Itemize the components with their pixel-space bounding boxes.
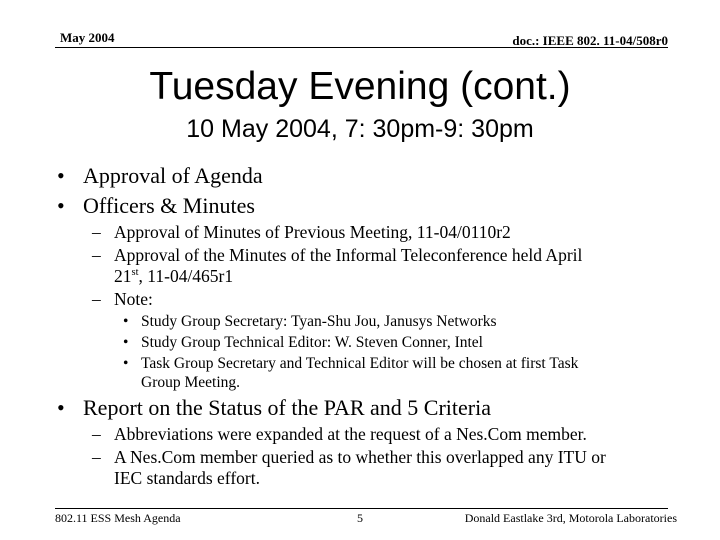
footer-rule bbox=[55, 508, 668, 509]
footer-author: Donald Eastlake 3rd, Motorola Laboratories bbox=[464, 511, 677, 525]
slide-title: Tuesday Evening (cont.) bbox=[149, 65, 571, 108]
bullet-marker: • bbox=[57, 193, 65, 218]
ordinal-suffix: st bbox=[131, 267, 139, 279]
bullet-text: Approval of Agenda bbox=[83, 163, 263, 188]
sub-sub-bullet-marker: • bbox=[123, 313, 129, 330]
sub-sub-bullet-text-continuation: Group Meeting. bbox=[141, 374, 241, 391]
ordinal-number: 21 bbox=[114, 266, 132, 286]
sub-bullet-text: Approval of Minutes of Previous Meeting, 11-04/0110r2 bbox=[114, 222, 511, 242]
bullet-marker: • bbox=[57, 395, 65, 420]
header-doc-id: doc.: IEEE 802. 11-04/508r0 bbox=[512, 33, 668, 48]
sub-bullet-text: A Nes.Com member queried as to whether this overlapped any ITU or bbox=[114, 447, 606, 467]
sub-sub-bullet-marker: • bbox=[123, 355, 129, 372]
sub-sub-bullet-text: Study Group Technical Editor: W. Steven Conner, Intel bbox=[141, 334, 483, 351]
doc-reference: , 11-04/465r1 bbox=[138, 266, 234, 286]
sub-sub-bullet-marker: • bbox=[123, 334, 129, 351]
header-rule bbox=[55, 47, 668, 48]
sub-bullet-marker: – bbox=[92, 447, 101, 467]
sub-bullet-text: Approval of the Minutes of the Informal Teleconference held April bbox=[114, 245, 583, 265]
footer-page-number: 5 bbox=[357, 511, 363, 525]
bullet-text: Report on the Status of the PAR and 5 Criteria bbox=[83, 395, 491, 420]
sub-bullet-text-continuation: IEC standards effort. bbox=[114, 468, 260, 488]
footer-title: 802.11 ESS Mesh Agenda bbox=[55, 511, 181, 525]
sub-bullet-marker: – bbox=[92, 424, 101, 444]
sub-bullet-marker: – bbox=[92, 222, 101, 242]
sub-bullet-text-continuation bbox=[114, 266, 233, 287]
header-date: May 2004 bbox=[60, 30, 115, 45]
sub-bullet-marker: – bbox=[92, 289, 101, 309]
slide-subtitle: 10 May 2004, 7: 30pm-9: 30pm bbox=[186, 115, 534, 143]
sub-bullet-text: Note: bbox=[114, 289, 153, 309]
bullet-text: Officers & Minutes bbox=[83, 193, 255, 218]
sub-sub-bullet-text: Study Group Secretary: Tyan-Shu Jou, Janusys Networks bbox=[141, 313, 497, 330]
sub-bullet-marker: – bbox=[92, 245, 101, 265]
bullet-marker: • bbox=[57, 163, 65, 188]
sub-sub-bullet-text: Task Group Secretary and Technical Editor will be chosen at first Task bbox=[141, 355, 579, 372]
sub-bullet-text: Abbreviations were expanded at the request of a Nes.Com member. bbox=[114, 424, 587, 444]
